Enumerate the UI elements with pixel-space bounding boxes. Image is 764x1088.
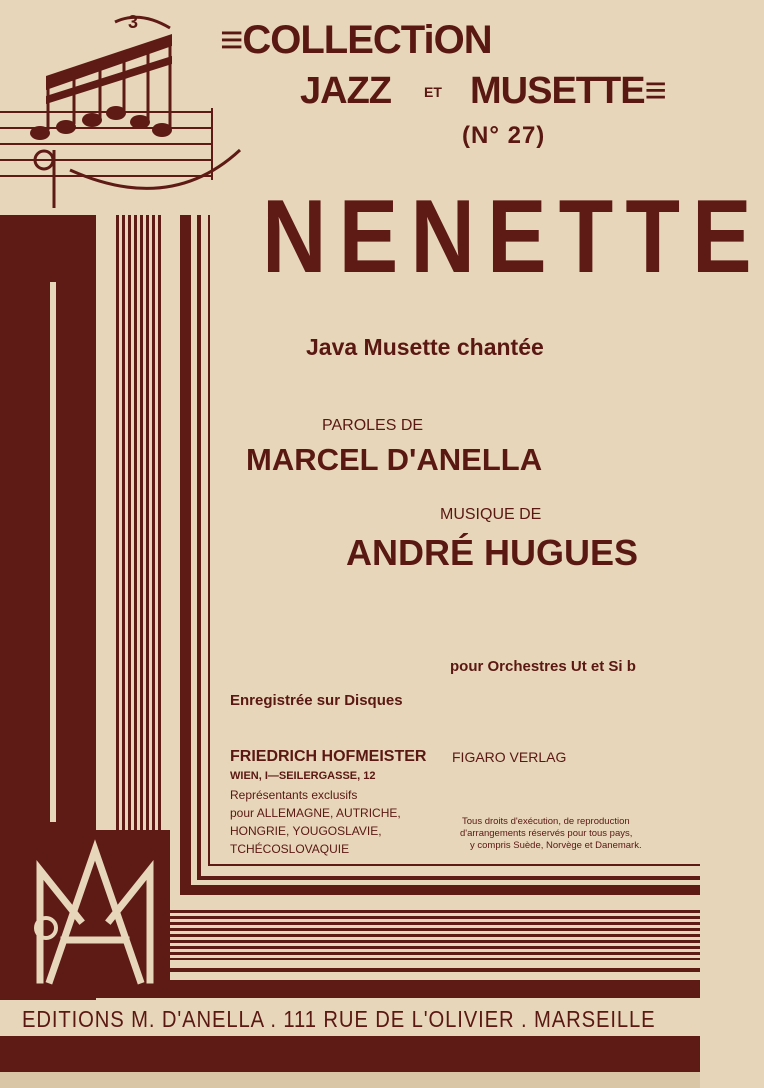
collection-musette: MUSETTE≡ [470, 70, 666, 112]
composer-name: ANDRÉ HUGUES [346, 532, 639, 573]
music-staff-decoration [0, 0, 250, 215]
music-label: MUSIQUE DE [440, 506, 542, 523]
reps-line1: Représentants exclusifs [230, 788, 358, 802]
reps-line4: TCHÉCOSLOVAQUIE [230, 842, 350, 856]
frame-line-v1 [180, 215, 191, 895]
publisher-footer: EDITIONS M. D'ANELLA . 111 RUE DE L'OLIVIER . MARSEILLE [22, 1006, 656, 1032]
reps-line2: pour ALLEMAGNE, AUTRICHE, [230, 806, 401, 820]
lyrics-label: PAROLES DE [322, 417, 424, 434]
pillar-inlay [50, 282, 56, 822]
song-subtitle: Java Musette chantée [306, 334, 544, 360]
song-title: NENETTE [262, 179, 764, 295]
collection-number: (N° 27) [462, 122, 546, 149]
collection-line1: ≡COLLECTiON [220, 18, 492, 62]
rights-line1: Tous droits d'exécution, de reproduction [462, 816, 630, 827]
monogram-text [0, 0, 2, 1]
footer-bottom-band [0, 1036, 700, 1072]
rights-line2: d'arrangements réservés pour tous pays, [460, 828, 633, 839]
triplet-mark: 3 [128, 12, 139, 32]
lyricist-name: MARCEL D'ANELLA [246, 442, 543, 477]
distributor-verlag: FIGARO VERLAG [452, 749, 567, 765]
frame-line-h2 [197, 876, 700, 880]
recorded-info: Enregistrée sur Disques [230, 692, 403, 709]
collection-et: ET [424, 84, 442, 100]
rights-line3: y compris Suède, Norvège et Danemark. [470, 840, 642, 851]
frame-line-v3 [208, 215, 210, 865]
collection-jazz: JAZZ [300, 70, 391, 112]
frame-line-v2 [197, 215, 201, 880]
distributor-name: FRIEDRICH HOFMEISTER [230, 748, 427, 765]
distributor-address: WIEN, I—SEILERGASSE, 12 [230, 770, 376, 782]
publisher-monogram [20, 830, 170, 990]
page-bottom-edge [0, 1072, 700, 1088]
reps-line3: HONGRIE, YOUGOSLAVIE, [230, 824, 382, 838]
orchestra-info: pour Orchestres Ut et Si b [450, 658, 636, 675]
frame-line-h1 [180, 885, 700, 895]
frame-line-h3 [208, 864, 700, 866]
striped-band [166, 910, 700, 960]
striped-column [116, 215, 164, 915]
